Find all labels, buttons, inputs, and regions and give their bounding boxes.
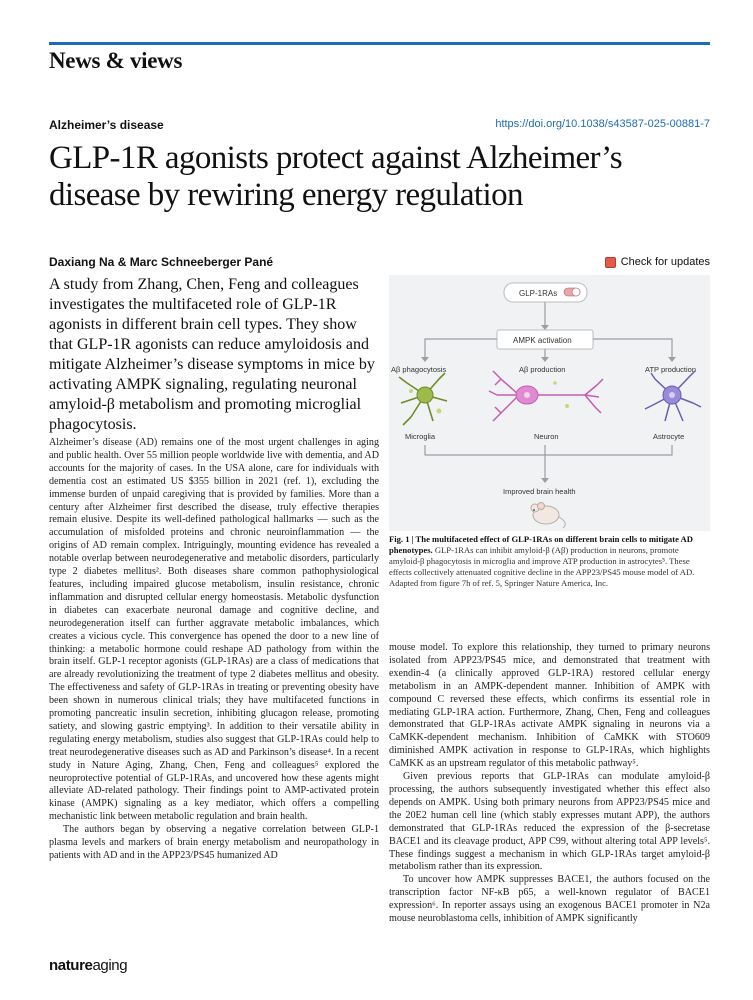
mouse-icon (531, 503, 565, 529)
microglia-body (417, 387, 433, 403)
branch-right (593, 339, 672, 359)
cell-label-astrocyte: Astrocyte (653, 432, 685, 441)
arrowhead (541, 478, 549, 483)
glp1ra-label: GLP-1RAs (519, 289, 558, 298)
amyloid-particle (437, 409, 442, 414)
authors: Daxiang Na & Marc Schneeberger Pané (49, 255, 274, 269)
doi-link[interactable]: https://doi.org/10.1038/s43587-025-00881-7 (495, 118, 710, 130)
check-updates-button[interactable] (605, 256, 710, 268)
arrowhead (541, 325, 549, 330)
ampk-label: AMPK activation (513, 336, 572, 345)
paragraph: Given previous reports that GLP-1RAs can modulate amyloid-β processing, the authors subsequently investigated whether this effect also depends on AMPK. Using both primary neurons from APP23/PS45 mice and the 20E2 human cell line (which stably expresses mutant APP), the authors demonstrated that GLP-1RAs reduced the expression of the β-secretase BACE1 and its cleavage product, APP C99, without altering total APP levels⁵. These findings suggest a mechanism in which GLP-1RAs target amyloid-β metabolism rather than its expression. (389, 771, 710, 873)
caption-text: GLP-1RAs can inhibit amyloid-β (Aβ) production in neurons, promote amyloid-β phagocytosis in microglia and improve ATP production in astrocytes⁵. These effects collectively attenuated cognitive decline in the APP23/PS45 mouse model of AD. Adapted from figure 7h of ref. 5, Springer Nature America, Inc. (389, 545, 695, 588)
caption-title: Fig. 1 | The multifaceted effect of GLP-1RAs on different brain cells to mitigate AD phenotypes. (389, 534, 693, 555)
figure-caption (389, 534, 710, 589)
arrowhead (668, 357, 676, 362)
arrowhead (421, 357, 429, 362)
amyloid-particle (553, 381, 557, 385)
body-column-right (389, 642, 710, 926)
neuron-cell (489, 371, 603, 421)
logo-nature: nature (49, 957, 93, 974)
astrocyte-nucleus (669, 392, 675, 398)
body-column-left (49, 437, 379, 863)
top-rule (49, 42, 710, 45)
section-label: News & views (49, 48, 183, 73)
neuron-nucleus (524, 392, 530, 398)
paragraph: Alzheimer’s disease (AD) remains one of the most urgent challenges in aging and public health. Over 55 million people worldwide live with dementia, and AD accounts for the majority of cases. In the USA alone, care for individuals with dementia cost an estimated US $355 billion in 2021 (ref. 1), excluding the immense burden of unpaid caregiving that is provided by families. More than a century after Alzheimer first described the disease, truly effective therapies remain elusive. Despite its well-defined pathological hallmarks — such as the accumulation of misfolded proteins and chronic neuroinflammation — the origins of AD remain complex. Intriguingly, mounting evidence has revealed a notable overlap between neurodegenerative and metabolic disorders, particularly type 2 diabetes mellitus². Both diseases share common pathophysiological features, including impaired glucose metabolism, insulin resistance, chronic inflammation and disrupted cellular energy homeostasis. Metabolic dysfunction in diabetes can exacerbate neuronal damage and cognitive decline, and neurodegeneration itself can further aggravate metabolic imbalances, which creates a vicious cycle. This convergence has opened the door to a new line of thinking: a metabolic hormone could reshape AD pathology from within the brain itself. GLP-1 receptor agonists (GLP-1RAs) are a class of medications that are already revolutionizing the treatment of type 2 diabetes mellitus and obesity. The effectiveness and safety of GLP-1RAs in treating or preventing obesity have been shown in numerous clinical trials; they have multifaceted functions in promoting pancreatic insulin secretion, inhibiting glucagon release, promoting satiety, and slowing gastric emptying³. In addition to their versatile ability in regulating energy metabolism, studies also suggest that GLP-1RAs could help to treat neurodegenerative diseases such as AD and Parkinson’s disease⁴. In a recent study in Nature Aging, Zhang, Chen, Feng and colleagues⁵ explored the neuroprotective potential of GLP-1RAs, and uncovered how these agents might alleviate AD-related pathology. Their findings point to AMP-activated protein kinase (AMPK) signaling as a key mediator, which offers a compelling mechanistic link between metabolic regulation and brain health. (49, 437, 379, 823)
logo-aging: aging (92, 957, 128, 974)
paragraph: To uncover how AMPK suppresses BACE1, the authors focused on the transcription factor NF-κB p65, a well-known regulator of BACE1 expression⁶. In reporter assays using an exogenous BACE1 promoter in N2a mouse neuroblastoma cells, inhibition of AMPK significantly (389, 874, 710, 925)
standfirst: A study from Zhang, Chen, Feng and colleagues investigates the multifaceted role of GLP-1R agonists in different brain cell types. They show that GLP-1R agonists can reduce amyloidosis and mitigate Alzheimer’s disease symptoms in mice by activating AMPK signaling, regulating neuronal amyloid-β metabolism and promoting microglial phagocytosis. (49, 276, 375, 433)
article-title: GLP-1R agonists protect against Alzheimer’s disease by rewiring energy regulation (49, 140, 622, 213)
figure-diagram (389, 275, 710, 531)
branch-label-production: Aβ production (519, 365, 566, 374)
check-updates-label: Check for updates (620, 256, 710, 268)
cell-label-neuron: Neuron (534, 432, 559, 441)
amyloid-particle (565, 404, 569, 408)
arrowhead (541, 357, 549, 362)
branch-left (425, 339, 497, 359)
figure-1 (389, 275, 710, 531)
branch-label-phagocytosis: Aβ phagocytosis (391, 365, 447, 374)
paragraph: mouse model. To explore this relationship, they turned to primary neurons isolated from APP23/PS45 mice, and demonstrated that treatment with exendin-4 (a clinically approved GLP-1RA) restored cellular energy metabolism in an AMPK-dependent manner. Inhibition of AMPK with compound C reversed these effects, which confirms its essential role in mediating GLP-1RA action. Furthermore, Zhang, Chen, Feng and colleagues demonstrated that GLP-1RAs activate AMPK signaling in neurons via a CaMKK-dependent mechanism. Inhibition of CaMKK with STO609 diminished AMPK activation in response to GLP-1RAs, which highlights CaMKK as an upstream regulator of this metabolic pathway⁵. (389, 642, 710, 770)
convergence-line (425, 445, 672, 455)
pill-icon (564, 288, 580, 296)
paragraph: The authors began by observing a negative correlation between GLP-1 plasma levels and markers of brain energy metabolism and neuropathology in patients with AD and in the APP23/PS45 humanized AD (49, 824, 379, 861)
outcome-label: Improved brain health (503, 487, 576, 496)
journal-logo (49, 957, 127, 974)
amyloid-particle (409, 389, 413, 393)
kicker: Alzheimer’s disease (49, 118, 164, 132)
cell-label-microglia: Microglia (405, 432, 436, 441)
check-updates-icon (605, 257, 616, 268)
branch-label-atp: ATP production (645, 365, 697, 374)
